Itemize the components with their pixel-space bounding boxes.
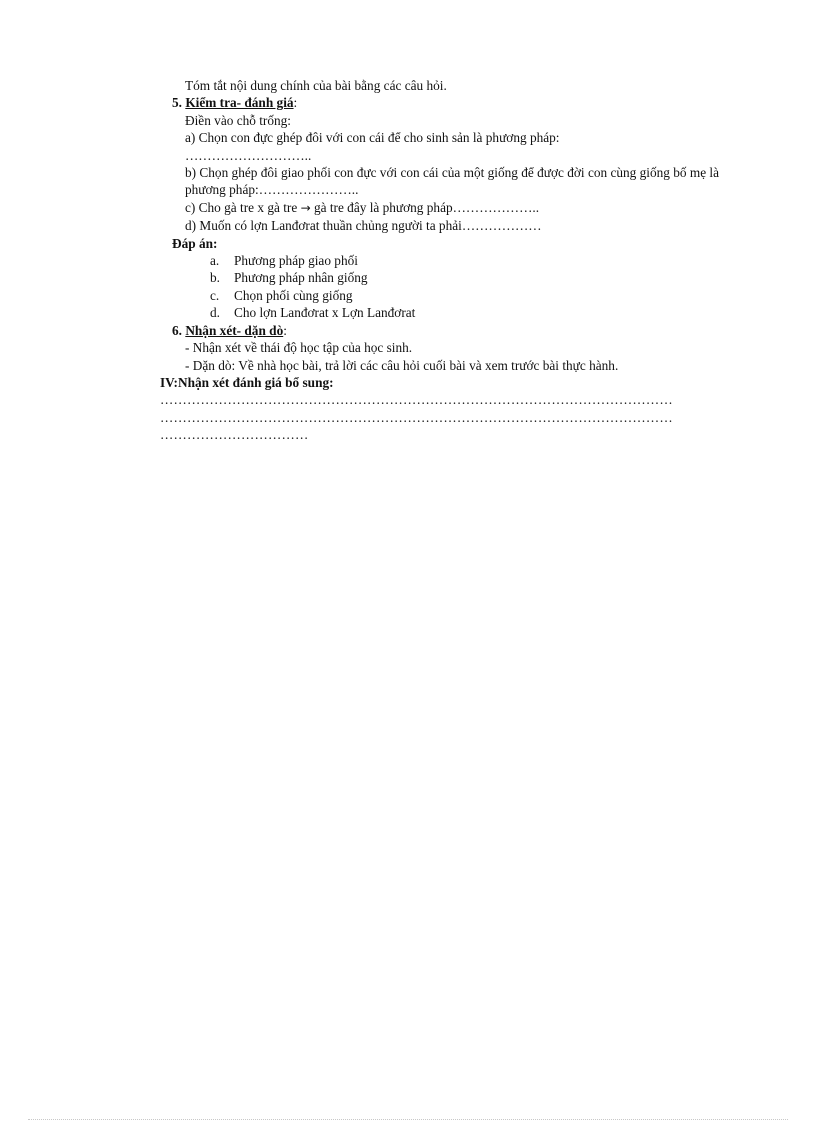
question-c-before: c) Cho gà tre x gà tre [185, 199, 301, 215]
question-a-blank: ……………………….. [185, 147, 312, 163]
answer-item [160, 287, 735, 304]
section6-line1: - Nhận xét về thái độ học tập của học sinh. [185, 340, 413, 356]
answer-item [160, 252, 735, 269]
answers-list [160, 252, 735, 322]
dotted-line-2: …………………………………………………………………………………………………… [160, 409, 673, 425]
document-content [160, 77, 735, 444]
answer-text: Cho lợn Lanđơrat x Lợn Lanđơrat [234, 305, 416, 321]
section6-line2: - Dặn dò: Về nhà học bài, trả lời các câu hỏi cuối bài và xem trước bài thực hành. [185, 357, 619, 373]
answer-item [160, 269, 735, 286]
question-d: d) Muốn có lợn Lanđơrat thuần chủng người ta phải……………… [185, 218, 542, 234]
section5-instruction: Điền vào chỗ trống: [185, 112, 291, 128]
arrow-right-icon: → [300, 200, 311, 215]
question-a: a) Chọn con đực ghép đôi với con cái để cho sinh sản là phương pháp: [185, 130, 560, 146]
answers-heading: Đáp án: [172, 235, 218, 251]
section5-number: 5. [172, 95, 182, 111]
answer-item [160, 304, 735, 321]
section-iv-title: IV:Nhận xét đánh giá bổ sung: [160, 374, 334, 390]
section5-heading [160, 94, 735, 111]
section6-title: Nhận xét- dặn dò [185, 322, 284, 338]
summary-line: Tóm tắt nội dung chính của bài bằng các câu hỏi. [185, 78, 447, 93]
question-b: b) Chọn ghép đôi giao phối con đực với con cái của một giống để được đời con cùng giống bố mẹ là phương pháp:………………….. [185, 165, 720, 198]
question-c-after: gà tre đây là phương pháp……………….. [310, 199, 540, 215]
answer-marker: c. [210, 287, 220, 303]
answer-marker: a. [210, 253, 220, 269]
section6-heading [160, 322, 735, 339]
section5-colon: : [293, 95, 298, 111]
answer-text: Chọn phối cùng giống [234, 287, 353, 303]
answer-marker: b. [210, 270, 220, 286]
dotted-line-1: …………………………………………………………………………………………………… [160, 392, 673, 408]
answer-marker: d. [210, 305, 220, 321]
answer-text: Phương pháp giao phối [234, 253, 358, 269]
dotted-line-3: …………………………… [160, 427, 309, 443]
page-bottom-rule [28, 1119, 788, 1120]
section5-title: Kiểm tra- đánh giá [185, 95, 294, 111]
section6-colon: : [283, 322, 287, 338]
question-c [160, 199, 735, 217]
answer-text: Phương pháp nhân giống [234, 270, 368, 286]
section6-number: 6. [172, 322, 182, 338]
